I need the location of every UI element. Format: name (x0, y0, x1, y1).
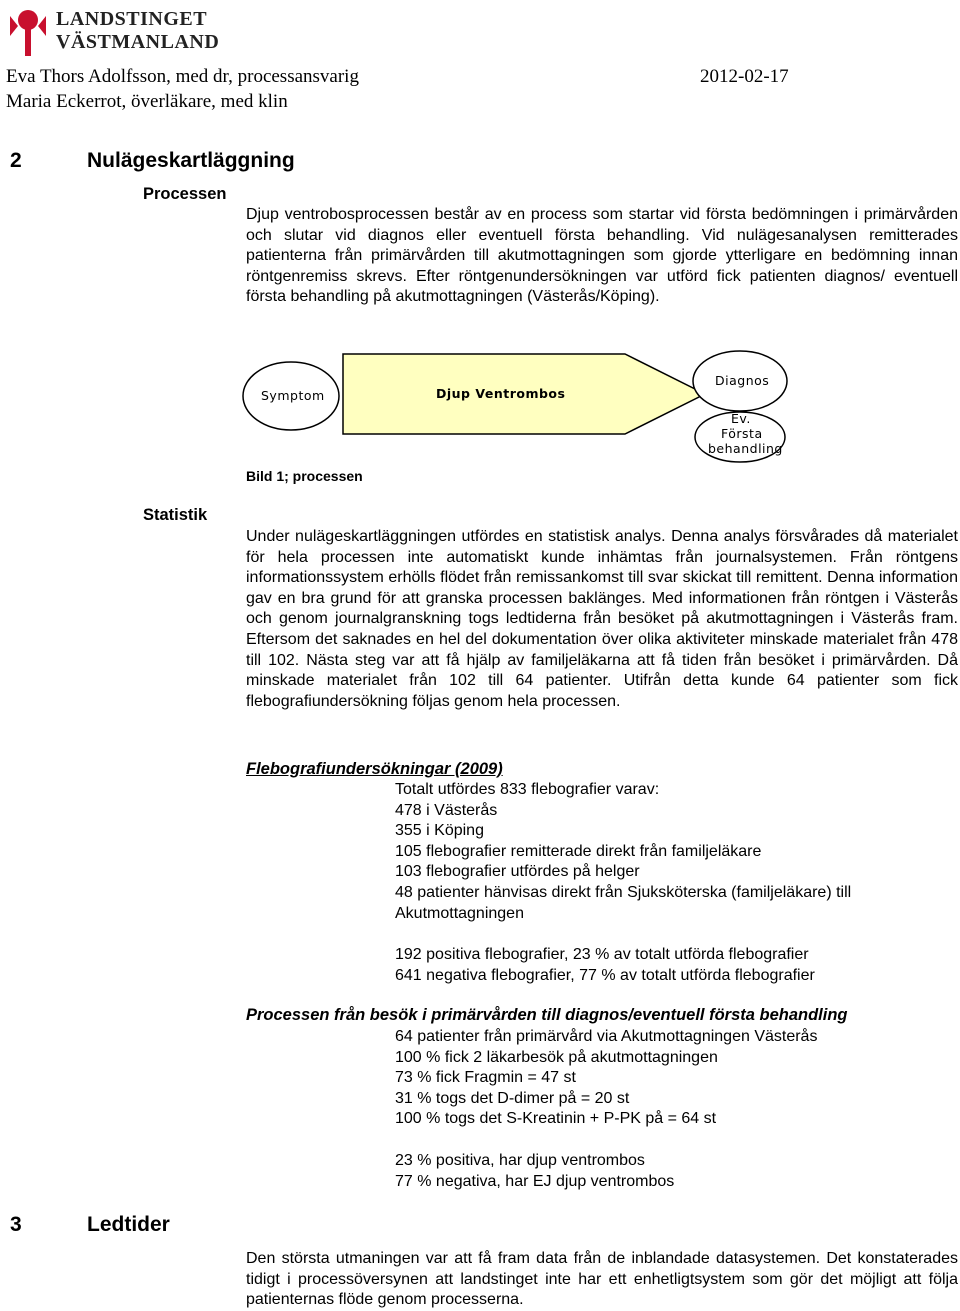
diagram-main-label: Djup Ventrombos (436, 386, 566, 401)
diagram-behandling-line1: Ev. (731, 411, 751, 426)
list-item: 192 positiva flebografier, 23 % av totalt utförda flebografier (395, 946, 809, 963)
list-item: Totalt utfördes 833 flebografier varav: (395, 781, 660, 798)
diagram-behandling-line2: Första (721, 426, 763, 441)
processen-besok-result-list (395, 1151, 674, 1192)
list-item: 103 flebografier utfördes på helger (395, 863, 640, 881)
diagram-behandling-line3: behandling (708, 441, 783, 456)
list-item: 355 i Köping (395, 822, 484, 840)
ledtider-paragraph: Den största utmaningen var att få fram data från de inblandade datasystemen. Det konstaterades tidigt i processöversynen att landstinget inte har ett enhetligtsystem som gör det möjligt att följa patienternas flöde genom processerna. (246, 1250, 958, 1309)
section-2-number: 2 (10, 149, 22, 172)
list-item: 641 negativa flebografier, 77 % av totalt utförda flebografier (395, 966, 815, 984)
diagram-diagnos-label: Diagnos (715, 373, 770, 388)
list-item: Akutmottagningen (395, 904, 524, 922)
list-item: 77 % negativa, har EJ djup ventrombos (395, 1172, 675, 1190)
list-item: 100 % togs det S-Kreatinin + P-PK på = 64 st (395, 1110, 717, 1128)
flebografi-result-list (395, 945, 815, 986)
processen-besok-heading: Processen från besök i primärvården till diagnos/eventuell första behandling (246, 1006, 848, 1024)
logo-line1: LANDSTINGET (56, 8, 208, 30)
processen-paragraph: Djup ventrobosprocessen består av en process som startar vid första bedömningen i primärvården och slutar vid diagnos eller eventuell första behandling. Vid nulägesanalysen remitterades patienterna från primärvården till akutmottagningen som gjorde ytterligare en bedömning innan röntgenremiss skrevs. Efter röntgenundersökningen var utförd fick patienten diagnos/ eventuell första behandling på akutmottagningen (Västerås/Köping). (246, 206, 958, 306)
list-item: 105 flebografier remitterade direkt från familjeläkare (395, 842, 762, 860)
diagram-caption: Bild 1; processen (246, 468, 363, 484)
list-item: 73 % fick Fragmin = 47 st (395, 1069, 576, 1087)
statistik-heading: Statistik (143, 506, 208, 524)
flebografi-heading: Flebografiundersökningar (2009) (246, 760, 503, 778)
list-item: 31 % togs det D-dimer på = 20 st (395, 1089, 630, 1107)
list-item: 23 % positiva, har djup ventrombos (395, 1152, 645, 1169)
statistik-paragraph: Under nulägeskartläggningen utfördes en statistisk analys. Denna analys försvårades då materialet för hela processen inte automatiskt kunde inhämtas från journalsystemen. Från röntgens informationssystem erhölls flödet från remissankomst till svar skickat till remittent. Denna information gav en bra grund för att granska processen baklänges. Med informationen från röntgen i Västerås och genom journalgranskning togs ledtiderna från besöket på akutmottagningen i Västerås fram. Eftersom det saknades en hel del dokumentation över olika aktiviteter minskade materialet från 478 till 102. Nästa steg var att få hjälp av familjeläkarna att få tiden från besöket i primärvården. Då minskade materialet från 102 till 64 patienter. Utifrån detta kunde 64 patienter som fick flebografiundersökning följas genom hela processen. (246, 528, 958, 710)
diagram-symptom-label: Symptom (261, 388, 325, 403)
header-date: 2012-02-17 (700, 66, 789, 87)
list-item: 478 i Västerås (395, 801, 498, 819)
section-2-title: Nulägeskartläggning (87, 149, 295, 172)
flebografi-list (395, 780, 851, 924)
landstinget-logo (6, 6, 220, 56)
list-item: 64 patienter från primärvård via Akutmottagningen Västerås (395, 1028, 818, 1045)
logo-line2: VÄSTMANLAND (56, 31, 220, 53)
list-item: 100 % fick 2 läkarbesök på akutmottagningen (395, 1048, 718, 1066)
author-line-2: Maria Eckerrot, överläkare, med klin (6, 91, 288, 112)
list-item: 48 patienter hänvisas direkt från Sjuksköterska (familjeläkare) till (395, 883, 852, 901)
processen-heading: Processen (143, 185, 227, 203)
section-3-title: Ledtider (87, 1213, 170, 1236)
logo-emblem-icon (6, 6, 50, 56)
processen-besok-list (395, 1027, 817, 1130)
section-3-number: 3 (10, 1213, 22, 1236)
author-line-1: Eva Thors Adolfsson, med dr, processansvarig (6, 66, 359, 87)
